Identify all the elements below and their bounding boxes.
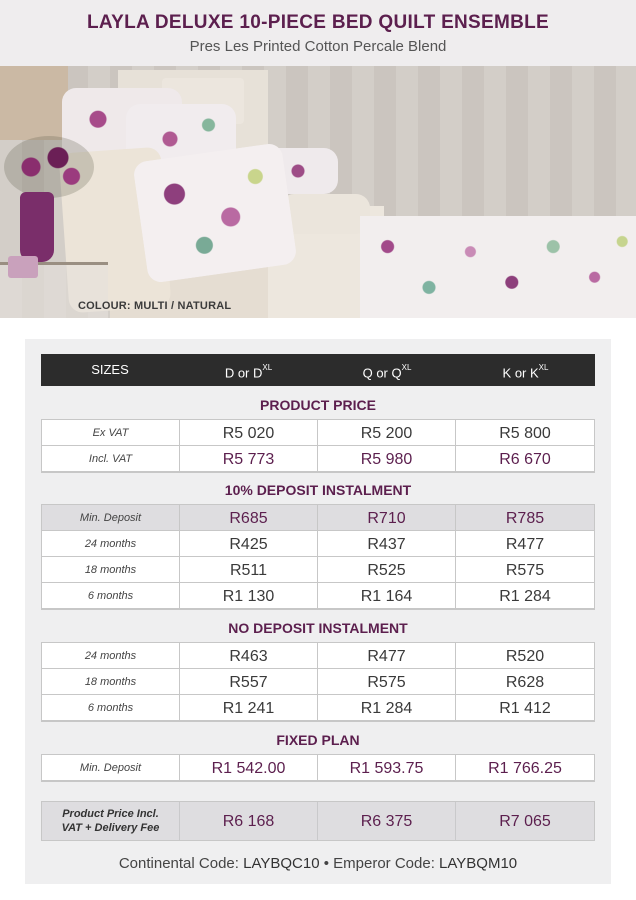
price-cell: R685 (180, 505, 317, 530)
product-codes (25, 855, 611, 872)
price-cell: R5 800 (456, 420, 594, 445)
lamp-shade-left (0, 66, 68, 140)
price-cell: R6 670 (456, 446, 594, 471)
price-cell: R477 (318, 643, 455, 668)
price-cell: R437 (318, 531, 455, 556)
section-title-no-deposit-instalment: NO DEPOSIT INSTALMENT (228, 620, 408, 636)
header-double-sup: XL (262, 363, 273, 372)
colour-label: COLOUR: MULTI / NATURAL (78, 300, 232, 312)
table-row (42, 669, 594, 695)
price-cell: R1 284 (456, 583, 594, 608)
row-label: 24 months (42, 531, 179, 556)
price-cell: R1 766.25 (456, 755, 594, 780)
header-double-label: D or D (224, 365, 263, 381)
total-label-line2: VAT + Delivery Fee (61, 822, 160, 834)
fixed-plan-group (41, 754, 595, 782)
pillow-natural-small (280, 194, 370, 234)
total-cell: R6 168 (180, 802, 317, 840)
price-cell: R1 542.00 (180, 755, 317, 780)
price-cell: R511 (180, 557, 317, 582)
row-label: Incl. VAT (42, 446, 179, 471)
price-cell: R5 020 (180, 420, 317, 445)
row-label: 6 months (42, 695, 179, 720)
header-king-sup: XL (538, 363, 549, 372)
total-group (41, 801, 595, 841)
table-row (42, 755, 594, 781)
total-cell: R7 065 (456, 802, 594, 840)
floral-quilt (360, 216, 636, 318)
no-deposit-instalment-group (41, 642, 595, 722)
row-label: 18 months (42, 669, 179, 694)
vase (20, 192, 54, 262)
row-label: Min. Deposit (42, 505, 179, 530)
header-king (456, 354, 595, 386)
header-king-label: K or K (502, 365, 539, 381)
candle (8, 256, 38, 278)
emperor-code-label: Emperor Code: (333, 855, 435, 872)
price-cell: R785 (456, 505, 594, 530)
table-row (42, 643, 594, 669)
header-queen-sup: XL (401, 363, 412, 372)
section-title-fixed-plan: FIXED PLAN (276, 732, 360, 748)
flower-bouquet (4, 136, 94, 198)
code-separator: • (323, 855, 329, 872)
deposit-instalment-group (41, 504, 595, 610)
total-row (42, 802, 594, 840)
price-cell: R5 773 (180, 446, 317, 471)
total-label (42, 802, 179, 840)
price-cell: R710 (318, 505, 455, 530)
section-title-deposit-instalment: 10% DEPOSIT INSTALMENT (224, 482, 412, 498)
row-label: Ex VAT (42, 420, 179, 445)
price-cell: R1 284 (318, 695, 455, 720)
row-label: 24 months (42, 643, 179, 668)
price-cell: R1 130 (180, 583, 317, 608)
header-queen-label: Q or Q (362, 365, 402, 381)
table-row (42, 531, 594, 557)
product-price-group (41, 419, 595, 473)
header-double (179, 354, 318, 386)
page-title: LAYLA DELUXE 10-PIECE BED QUILT ENSEMBLE (86, 12, 550, 33)
header-queen (318, 354, 456, 386)
table-row (42, 446, 594, 472)
total-cell: R6 375 (318, 802, 455, 840)
continental-code: LAYBQC10 (243, 855, 320, 872)
sizes-header-row (41, 354, 595, 386)
price-cell: R1 241 (180, 695, 317, 720)
price-cell: R477 (456, 531, 594, 556)
price-cell: R1 593.75 (318, 755, 455, 780)
total-label-line1: Product Price Incl. (62, 808, 159, 820)
price-cell: R5 980 (318, 446, 455, 471)
row-label: 6 months (42, 583, 179, 608)
table-row (42, 695, 594, 721)
table-row (42, 583, 594, 609)
emperor-code: LAYBQM10 (439, 855, 518, 872)
price-cell: R628 (456, 669, 594, 694)
price-cell: R463 (180, 643, 317, 668)
pillow-floral-front (132, 142, 298, 284)
page-subtitle: Pres Les Printed Cotton Percale Blend (189, 38, 447, 55)
price-cell: R575 (318, 669, 455, 694)
table-row (42, 505, 594, 531)
price-cell: R525 (318, 557, 455, 582)
page-header (0, 0, 636, 66)
product-photo (0, 66, 636, 318)
row-label: Min. Deposit (42, 755, 179, 780)
table-row (42, 557, 594, 583)
price-cell: R1 412 (456, 695, 594, 720)
table-row (42, 420, 594, 446)
price-cell: R557 (180, 669, 317, 694)
row-label: 18 months (42, 557, 179, 582)
price-cell: R1 164 (318, 583, 455, 608)
continental-code-label: Continental Code: (118, 855, 239, 872)
price-cell: R425 (180, 531, 317, 556)
header-sizes: SIZES (91, 362, 129, 377)
price-cell: R575 (456, 557, 594, 582)
price-cell: R520 (456, 643, 594, 668)
price-cell: R5 200 (318, 420, 455, 445)
section-title-product-price: PRODUCT PRICE (260, 397, 376, 413)
